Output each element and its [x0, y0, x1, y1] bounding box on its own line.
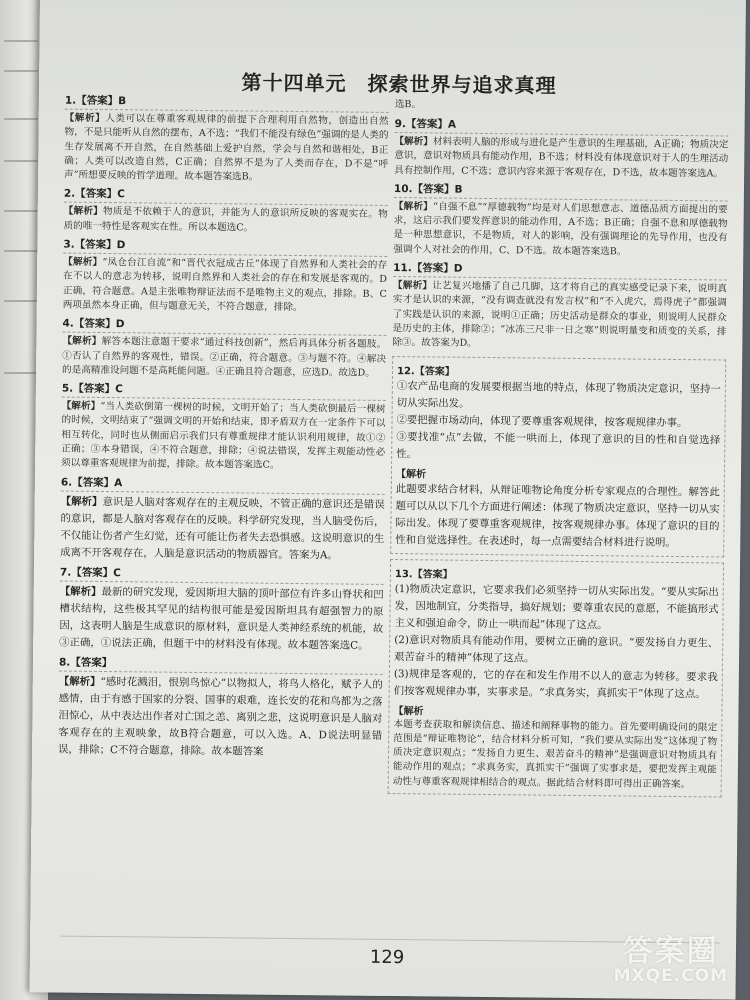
question-11: [392, 262, 727, 354]
question-10: [393, 183, 728, 261]
answer-line: 11.【答案】D: [393, 262, 727, 280]
answer-line: 4.【答案】D: [62, 318, 386, 336]
explanation: 【解析】“自强不息”“厚德载物”均是对人们思想意志、道德品质方面提出的要求，这启示我们要发挥意识的能动作用，A不选；B正确；自强不息和厚德载物是一种思想意识，不是物质，对人的影响，没有强调理论的先导作用，也没有强调个人对社会的作用，C、D不选。故本题答案选B。: [393, 200, 728, 258]
watermark-logo-text: 答案圈: [622, 934, 719, 969]
answer-point: (2)意识对物质具有能动作用，要树立正确的意识。“要发扬自力更生、艰苦奋斗的精神”体现了这点。: [393, 633, 719, 665]
right-column: [388, 98, 729, 803]
answer-line: 3.【答案】D: [63, 239, 387, 257]
unit-title: 第十四单元 探索世界与追求真理: [241, 70, 557, 98]
answer-line: 8.【答案】: [59, 656, 383, 674]
answer-point: (1)物质决定意识，它要求我们必须坚持一切从实际出发。“要从实际出发，因地制宜，分类指导，搞好规划；要尊重农民的意愿，不能搞形式主义和强迫命令，防止一哄而起”体现了这点。: [394, 582, 719, 631]
question-8: [58, 656, 383, 761]
explanation: 【解析】“当人类砍倒第一棵树的时候，文明开始了；当人类砍倒最后一棵树的时候，文明结束了”强调文明的开始和结束，即矛盾双方在一定条件下可以相互转化，同时也从侧面启示我们只有尊重规律才能认识利用规律，故①②正确；③本身错误，④不符合题意，排除；④说法错误，发挥主观能动性必须以尊重客观规律为前提，排除。故本题答案选C。: [61, 400, 386, 472]
question-4: [62, 318, 387, 381]
answer-line: 1.【答案】B: [65, 95, 389, 113]
question-5: [61, 383, 386, 475]
continuation-text: 选B。: [394, 99, 422, 111]
explanation: 【解析】人类可以在尊重客观规律的前提下合理利用自然物，创造出自然物，不是只能听从自然的摆布，A不选；“我们不能没有绿色”强调的是人类的生存发展离不开自然，在自然基础上爱护自然，学会与自然和谐相处，B正确；人类可以改造自然，C正确；自然界不是为了人类而存在，D不是“呼声”所想要反映的哲学道理。故本题答案选B。: [64, 112, 389, 183]
explanation: 【解析】解答本题注意题干要求“通过科技创新”，然后再具体分析各题肢。①否认了自然界的客观性，错误。②正确，符合题意。③与题不符。④解决的是高精准设问题不是高耗能问题。④正确且符合题意，应选D。故选D。: [61, 335, 387, 379]
analysis-heading: 【解析: [393, 705, 424, 717]
explanation: 【解析】材料表明人脑的形成与进化是产生意识的生理基础，A正确；物质决定意识，意识对物质具有能动作用，B不选；材料没有体现意识对于人的生理活动具有控制作用，C不选；意识内容来源于客观存在，D不选，故本题答案选A。: [394, 136, 729, 180]
book-page: [30, 0, 746, 1000]
answer-line: 10.【答案】B: [394, 183, 728, 201]
question-9: [394, 118, 729, 181]
question-6: [60, 476, 385, 564]
explanation: 【解析】“凤仓台江自流”和“晋代衣冠成古丘”体现了自然界和人类社会的存在不以人的意志为转移，说明自然界和人类社会的存在和发展是客观的。D正确，符合题意。A是主张唯物辩证法而不是唯物主义的观点，排除。B、C两项虽然本身正确，但与题意无关，不符合题意，排除。: [62, 256, 388, 314]
answer-heading: 13.【答案】: [394, 568, 453, 581]
question-1: [64, 95, 389, 187]
answer-line: 7.【答案】C: [60, 566, 384, 584]
answer-point: (3)规律是客观的，它的存在和发生作用不以人的意志为转移。要求我们按客观规律办事，实事求是。“求真务实，真抓实干”体现了这点。: [393, 667, 718, 700]
site-watermark: [614, 926, 728, 986]
page-number: 129: [369, 946, 405, 969]
answer-line: 9.【答案】A: [395, 118, 729, 136]
answer-point: ①农产品电商的发展要根据当地的特点，体现了物质决定意识，坚持一切从实际出发。: [396, 379, 721, 410]
explanation: 【解析】让艺复兴地播了自己几脚，这才将自己的真实感受记录下来，说明真实才是认识的来源，“没有调查就没有发言权”和“不入虎穴，焉得虎子”都强调了实践是认识的来源，说明①正确；历史活动是群众的事业，则说明人民群众是历史的主体，排除②；“冰冻三尺非一日之寒”则说明量变和质变的关系，排除③。故答案为D。: [392, 280, 728, 350]
explanation: 本题考查获取和解读信息、描述和阐释事物的能力。首先要明确设问的限定范围是“辩证唯物论”，结合材料分析可知，“我们要从实际出发”这体现了物质决定意识观点；“发扬自力更生、艰苦奋斗的精神”是强调意识对物质具有能动作用的观点；“求真务实，真抓实干”强调了实事求是，要把发挥主观能动性与尊重客观规律相结合的观点。据此结合材料即可得出正确答案。: [392, 718, 718, 790]
question-2: [63, 188, 387, 237]
explanation: 【解析】意识是人脑对客观存在的主观反映，不管正确的意识还是错误的意识，都是人脑对客观存在的反映。科学研究发现，当人脑受伤后，不仅能让伤者产生幻觉，还有可能让伤者失去恐惧感。这说明意识的生成离不开客观存在，人脑是意识活动的物质器官。答案为A。: [60, 495, 385, 562]
answer-line: 5.【答案】C: [62, 383, 386, 401]
analysis-heading: 【解析: [395, 468, 427, 480]
question-7: [59, 566, 384, 654]
answer-heading: 12.【答案】: [396, 365, 455, 378]
explanation: 【解析】最新的研究发现，爱因斯坦大脑的顶叶部位有许多山脊状和凹槽状结构，这些极其罕见的结构很可能是爱因斯坦具有超强智力的原因，这表明人脑是生成意识的原材料，意识是人类神经系统的机能，故③正确，①说法正确，但题干中的材料没有体现。故本题答案选C。: [59, 585, 384, 652]
explanation: 【解析】物质是不依赖于人的意识，并能为人的意识所反映的客观实在。物质的唯一特性是客观实在性。所以本题选C。: [63, 206, 388, 234]
answer-line: 2.【答案】C: [64, 188, 388, 206]
question-12: [390, 356, 726, 557]
left-column: [58, 95, 389, 767]
answer-point: ③要找准“点”去做，不能一哄而上，体现了意识的目的性和自觉选择性。: [396, 430, 721, 460]
answer-point: ②要把握市场动向，体现了要尊重客观规律，按客观规律办事。: [396, 413, 688, 429]
question-13: [388, 559, 724, 798]
answer-line: 6.【答案】A: [61, 476, 385, 494]
explanation: 【解析】“感时花溅泪，恨别鸟惊心”以物拟人，将鸟人格化，赋予人的感情，由于有感于国家的分裂、国事的艰难，连长安的花和鸟都为之落泪惊心，从中表达出作者对亡国之恙、离别之悲，这说明意识是人脑对客观存在的主观映象，故B符合题意，可以入选。A、D说法明显错误，排除；C不符合题意，排除。故本题答案: [58, 675, 383, 758]
question-3: [63, 239, 388, 317]
watermark-url: MXQE.COM: [613, 966, 728, 986]
explanation: 此题要求结合材料，从辩证唯物论角度分析专家观点的合理性。解答此题可以从以下几个方面进行阐述：体现了物质决定意识，坚持一切从实际出发。体现了要尊重客观规律，按客观规律办事。体现了意识的目的性和自觉选择性。在表述时，每一点需要结合材料进行说明。: [395, 482, 720, 549]
